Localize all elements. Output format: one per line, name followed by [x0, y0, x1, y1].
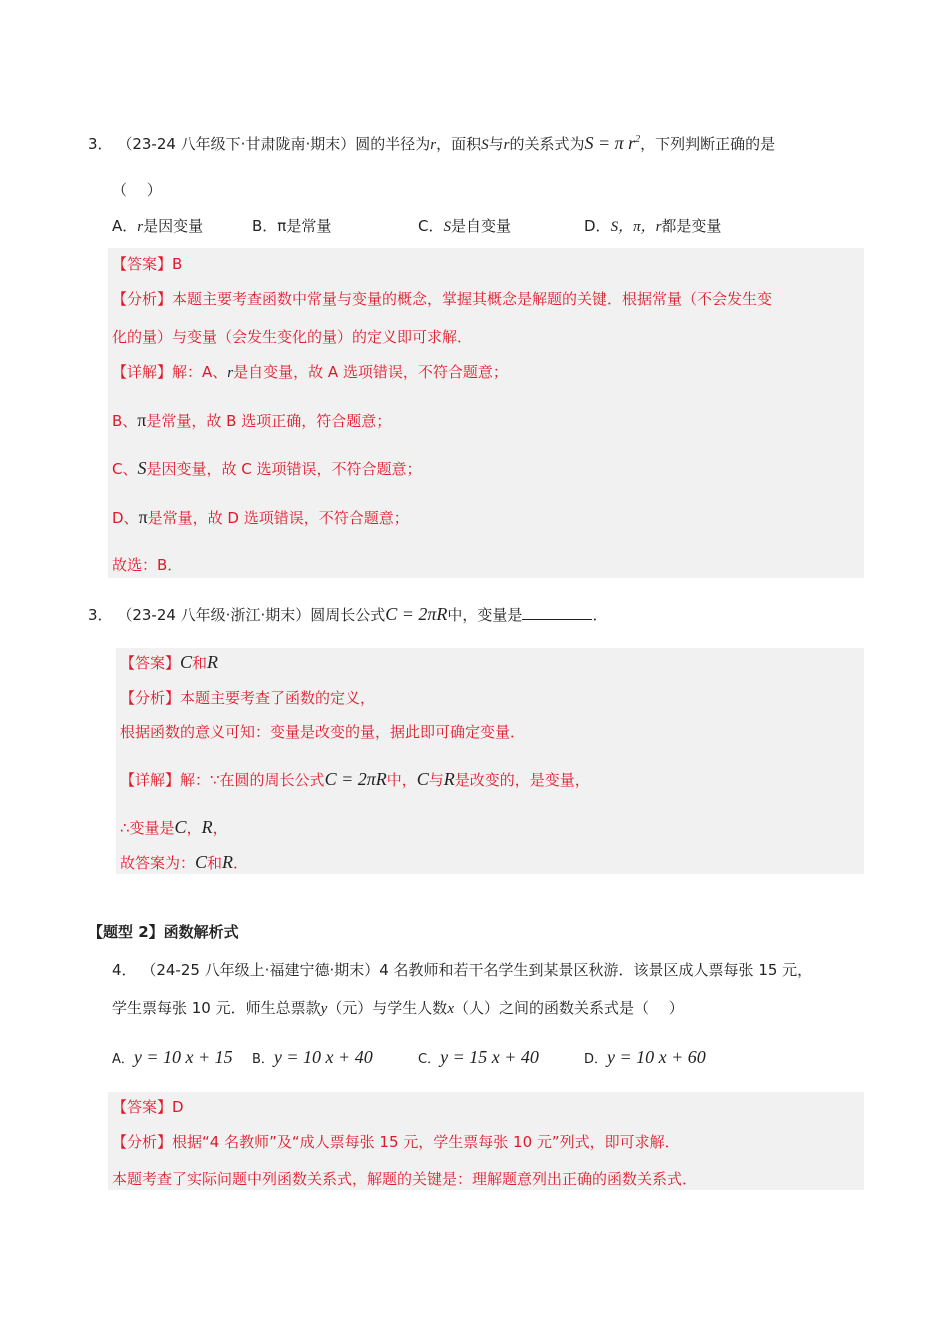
formula-text: S = π r	[584, 133, 636, 153]
option-d	[584, 216, 721, 237]
analysis-line-2: 化的量）与变量（会发生变化的量）的定义即可求解．	[112, 328, 473, 346]
option-a	[112, 1047, 233, 1070]
stem-text: 的关系式为	[509, 135, 585, 153]
option-text: 都是变量	[661, 217, 722, 235]
question-2-stem	[88, 604, 607, 625]
analysis-line-1	[112, 1132, 680, 1152]
option-formula: y = 10 x + 40	[273, 1047, 373, 1067]
detail-var: R	[443, 769, 455, 789]
option-c	[418, 216, 511, 237]
detail-text: ，	[186, 819, 202, 837]
question-3-stem-line-1	[112, 960, 812, 980]
detail-text: ．	[233, 854, 249, 872]
solution-box-2	[116, 648, 864, 874]
analysis-label: 【分析】	[112, 1133, 173, 1151]
option-b	[252, 216, 331, 236]
question-number: 4．	[112, 961, 137, 979]
option-formula: y = 10 x + 15	[133, 1047, 233, 1067]
detail-text: 和	[207, 854, 223, 872]
variable-r: r	[430, 137, 437, 153]
question-source: （23-24 八年级下·甘肃陇南·期末）	[117, 135, 356, 153]
detail-formula: C = 2πR	[324, 769, 387, 789]
analysis-line-2: 本题考查了实际问题中列函数关系式，解题的关键是：理解题意列出正确的函数关系式．	[112, 1170, 698, 1188]
detail-line-1	[112, 362, 508, 383]
stem-text: 与	[488, 135, 504, 153]
detail-label: 【详解】	[120, 771, 181, 789]
detail-text: 是常量，故 B 选项正确，符合题意；	[146, 412, 392, 430]
detail-var: π	[138, 507, 148, 527]
option-a	[112, 216, 203, 237]
answer-label: 【答案】	[112, 255, 173, 273]
option-letter: B．	[252, 1052, 274, 1067]
detail-label: 【详解】	[112, 363, 173, 381]
option-var: S	[443, 219, 451, 235]
formula-area	[584, 133, 640, 153]
option-text: 是自变量	[450, 217, 511, 235]
detail-var: C	[195, 852, 208, 872]
answer-text: 和	[192, 654, 208, 672]
option-letter: A．	[112, 1052, 134, 1067]
option-var: S，π，r	[610, 219, 662, 235]
detail-text: 是改变的，是变量，	[454, 771, 590, 789]
detail-text: D、	[112, 509, 139, 527]
option-formula: y = 15 x + 40	[440, 1047, 539, 1067]
analysis-label: 【分析】	[112, 290, 173, 308]
formula-exponent: 2	[635, 134, 641, 145]
stem-text: （元）与学生人数	[327, 999, 448, 1017]
analysis-line-2: 根据函数的意义可知：变量是改变的量，据此即可确定变量．	[120, 723, 526, 741]
option-var: π	[277, 217, 287, 235]
answer-value: B	[172, 255, 183, 273]
formula-circumference: C = 2πR	[385, 604, 448, 624]
analysis-text: 本题主要考查函数中常量与变量的概念，掌握其概念是解题的关键．根据常量（不会发生变	[172, 290, 773, 308]
option-letter: A．	[112, 217, 138, 235]
analysis-label: 【分析】	[120, 689, 181, 707]
analysis-line-1	[120, 688, 375, 708]
answer-var: R	[207, 652, 219, 672]
detail-line-2	[112, 410, 391, 431]
detail-var: r	[227, 365, 234, 381]
detail-var: C	[416, 769, 429, 789]
stem-text: 圆的半径为	[355, 135, 431, 153]
stem-text: 中，变量是	[447, 606, 523, 624]
answer-value: D	[172, 1098, 184, 1116]
variable-S: S	[481, 137, 489, 153]
option-c	[418, 1047, 539, 1070]
detail-text: B、	[112, 412, 138, 430]
stem-text: 学生票每张 10 元．师生总票款	[112, 999, 321, 1017]
stem-text: 4 名教师和若干名学生到某景区秋游．该景区成人票每张 15 元，	[379, 961, 813, 979]
answer-line	[112, 1097, 184, 1117]
option-var: r	[137, 219, 144, 235]
analysis-text: 根据“4 名教师”及“成人票每张 15 元，学生票每张 10 元”列式，即可求解．	[172, 1133, 680, 1151]
option-text: 是因变量	[143, 217, 204, 235]
detail-text: 是自变量，故 A 选项错误，不符合题意；	[233, 363, 508, 381]
detail-line-3	[112, 458, 422, 479]
question-source: （23-24 八年级·浙江·期末）	[117, 606, 311, 624]
question-3-stem-line-2	[112, 998, 684, 1019]
answer-line	[112, 254, 182, 274]
variable-x: x	[447, 1001, 454, 1017]
option-letter: C．	[418, 1052, 441, 1067]
variable-r: r	[503, 137, 510, 153]
detail-text: 解：∵在圆的周长公式	[180, 771, 325, 789]
detail-text: ∴变量是	[120, 819, 175, 837]
option-letter: D．	[584, 1052, 608, 1067]
analysis-text: 本题主要考查了函数的定义，	[180, 689, 376, 707]
analysis-line-1	[112, 289, 772, 309]
detail-line-3	[120, 852, 248, 873]
detail-text: C、	[112, 460, 138, 478]
answer-paren: （ ）	[112, 181, 162, 199]
detail-var: R	[222, 852, 234, 872]
stem-text: （人）之间的函数关系式是（ ）	[453, 999, 684, 1017]
answer-label: 【答案】	[120, 654, 181, 672]
detail-text: 解：A、	[172, 363, 228, 381]
option-text: 是常量	[286, 217, 332, 235]
detail-text: 中，	[386, 771, 417, 789]
answer-line	[120, 652, 218, 673]
question-number: 3．	[88, 606, 113, 624]
stem-text: ，面积	[436, 135, 482, 153]
detail-text: 故答案为：	[120, 854, 196, 872]
section-title: 【题型 2】函数解析式	[88, 923, 239, 941]
option-formula: y = 10 x + 60	[607, 1047, 706, 1067]
detail-var: R	[201, 817, 213, 837]
detail-line-4	[112, 507, 409, 528]
fill-blank	[522, 605, 592, 620]
conclusion-line: 故选：B．	[112, 556, 183, 574]
stem-text: ，下列判断正确的是	[640, 135, 776, 153]
question-1-stem	[88, 130, 775, 155]
answer-var: C	[180, 652, 193, 672]
option-letter: B．	[252, 217, 278, 235]
detail-line-1	[120, 769, 590, 790]
question-source: （24-25 八年级上·福建宁德·期末）	[141, 961, 380, 979]
answer-label: 【答案】	[112, 1098, 173, 1116]
question-number: 3．	[88, 135, 113, 153]
detail-var: S	[137, 458, 147, 478]
detail-var: C	[174, 817, 187, 837]
detail-text: 与	[428, 771, 444, 789]
variable-y: y	[320, 1001, 328, 1017]
detail-line-2	[120, 817, 228, 838]
detail-text: ，	[212, 819, 228, 837]
stem-text: ．	[592, 606, 608, 624]
option-b	[252, 1047, 373, 1070]
detail-text: 是因变量，故 C 选项错误，不符合题意；	[146, 460, 422, 478]
option-letter: C．	[418, 217, 444, 235]
option-d	[584, 1047, 706, 1070]
detail-text: 是常量，故 D 选项错误，不符合题意；	[147, 509, 409, 527]
option-letter: D．	[584, 217, 611, 235]
detail-var: π	[137, 410, 147, 430]
stem-text: 圆周长公式	[310, 606, 386, 624]
